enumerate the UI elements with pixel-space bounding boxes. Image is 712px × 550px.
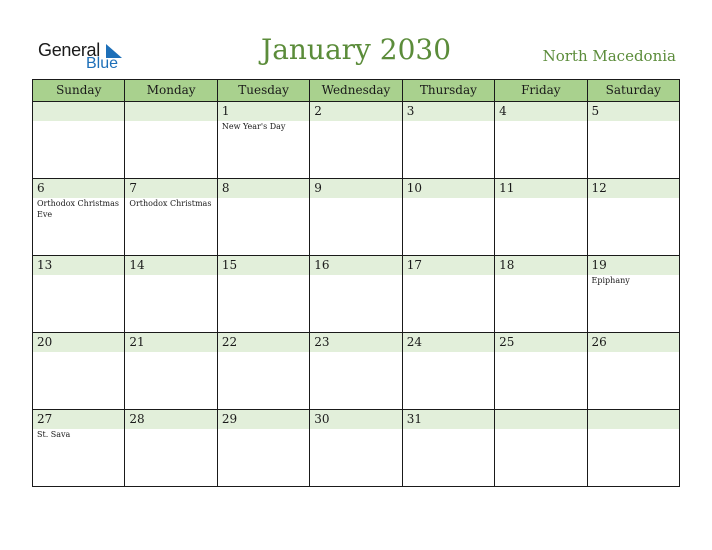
day-cell: [403, 179, 495, 256]
day-cell: [403, 410, 495, 487]
logo-text-general: General: [38, 40, 100, 60]
day-number: 6: [37, 181, 45, 195]
day-cell: [33, 410, 125, 487]
day-number: 13: [37, 258, 53, 272]
week-row: [33, 333, 680, 410]
logo-text-blue: Blue: [86, 55, 119, 72]
day-number: 25: [499, 335, 515, 349]
day-number: 27: [37, 412, 53, 426]
holiday-label: St. Sava: [37, 430, 71, 439]
weekday-header: Monday: [125, 80, 217, 102]
weekday-header: Saturday: [588, 80, 680, 102]
day-number: 14: [129, 258, 145, 272]
day-number: 17: [406, 258, 422, 272]
day-number-band: [495, 410, 586, 429]
day-number-band: [310, 102, 401, 121]
day-number: 18: [499, 258, 515, 272]
day-cell: [495, 179, 587, 256]
day-number: 9: [314, 181, 322, 195]
day-number-band: [218, 102, 309, 121]
day-number: 15: [221, 258, 238, 272]
weekday-header: Sunday: [33, 80, 125, 102]
weeks-container: [33, 102, 680, 487]
day-number-band: [588, 102, 679, 121]
day-number: 23: [314, 335, 330, 349]
day-cell: [125, 333, 217, 410]
day-number: 31: [406, 412, 422, 426]
day-cell: [403, 333, 495, 410]
day-cell: [218, 410, 310, 487]
day-cell: [125, 410, 217, 487]
day-cell: [33, 333, 125, 410]
day-number: 19: [591, 258, 607, 272]
weekday-header: Wednesday: [310, 80, 402, 102]
day-cell: [588, 333, 680, 410]
day-number: 10: [406, 181, 422, 195]
day-number: 11: [499, 181, 515, 195]
week-row: [33, 256, 680, 333]
day-number: 26: [591, 335, 607, 349]
day-number: 7: [129, 181, 138, 195]
weekday-header-row: [33, 80, 680, 102]
holiday-label: Epiphany: [591, 276, 630, 285]
day-number: 12: [591, 181, 607, 195]
day-cell: [310, 333, 402, 410]
day-number-band: [33, 179, 124, 198]
day-cell: [310, 410, 402, 487]
day-number: 16: [314, 258, 330, 272]
weekday-header: Thursday: [403, 80, 495, 102]
day-number: 30: [314, 412, 330, 426]
day-cell: [403, 102, 495, 179]
empty-day-cell: [495, 410, 587, 487]
day-number: 4: [499, 104, 507, 118]
day-number-band: [310, 179, 401, 198]
day-number: 5: [591, 104, 600, 118]
day-number: 24: [406, 335, 422, 349]
day-number: 29: [221, 412, 238, 426]
day-cell: [310, 102, 402, 179]
day-number: 8: [221, 181, 230, 195]
country-label: North Macedonia: [542, 47, 676, 65]
day-number: 21: [129, 335, 145, 349]
day-cell: [588, 256, 680, 333]
day-number-band: [218, 179, 309, 198]
day-number-band: [588, 410, 679, 429]
day-cell: [310, 179, 402, 256]
day-number-band: [125, 179, 216, 198]
day-cell: [125, 179, 217, 256]
day-cell: [218, 256, 310, 333]
calendar-title: January 2030: [260, 33, 452, 66]
weekday-header: Tuesday: [218, 80, 310, 102]
day-cell: [310, 256, 402, 333]
holiday-label: Orthodox Christmas Eve: [37, 199, 119, 219]
day-cell: [218, 333, 310, 410]
day-cell: [218, 179, 310, 256]
day-cell: [218, 102, 310, 179]
day-cell: [495, 333, 587, 410]
day-cell: [403, 256, 495, 333]
day-cell: [588, 179, 680, 256]
weekday-header: Friday: [495, 80, 587, 102]
day-number-band: [403, 102, 494, 121]
day-number: 3: [406, 104, 415, 118]
day-cell: [495, 256, 587, 333]
calendar-grid: [32, 79, 680, 487]
day-number: 2: [314, 104, 322, 118]
week-row: [33, 102, 680, 179]
week-row: [33, 410, 680, 487]
day-number-band: [125, 102, 216, 121]
day-number-band: [33, 102, 124, 121]
day-number: 28: [129, 412, 145, 426]
empty-day-cell: [33, 102, 125, 179]
holiday-label: Orthodox Christmas: [129, 199, 212, 208]
day-cell: [33, 256, 125, 333]
day-cell: [495, 102, 587, 179]
day-number: 22: [221, 335, 238, 349]
empty-day-cell: [125, 102, 217, 179]
day-cell: [125, 256, 217, 333]
holiday-label: New Year's Day: [221, 122, 286, 131]
day-number: 1: [221, 104, 230, 118]
day-number: 20: [37, 335, 53, 349]
empty-day-cell: [588, 410, 680, 487]
day-number-band: [495, 102, 586, 121]
week-row: [33, 179, 680, 256]
day-cell: [588, 102, 680, 179]
day-cell: [33, 179, 125, 256]
